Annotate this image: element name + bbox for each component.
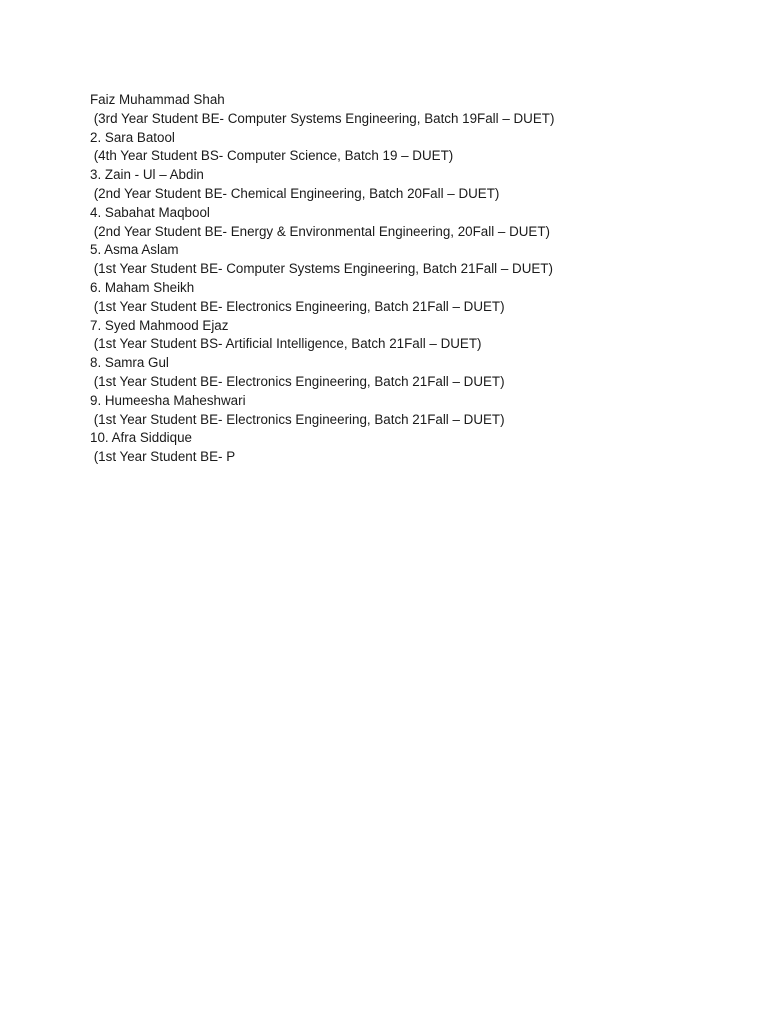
student-detail-10: (1st Year Student BE- P	[90, 449, 236, 465]
student-name-2: 2. Sara Batool	[90, 129, 175, 145]
student-name-8: 8. Samra Gul	[90, 355, 169, 371]
student-name-5: 5. Asma Aslam	[90, 242, 179, 258]
document-page	[90, 91, 730, 467]
student-detail-7: (1st Year Student BS- Artificial Intelligence, Batch 21Fall – DUET)	[90, 336, 482, 352]
student-detail-5: (1st Year Student BE- Computer Systems Engineering, Batch 21Fall – DUET)	[90, 261, 553, 277]
student-detail-6: (1st Year Student BE- Electronics Engineering, Batch 21Fall – DUET)	[90, 298, 505, 314]
student-name-6: 6. Maham Sheikh	[90, 279, 195, 295]
student-name-4: 4. Sabahat Maqbool	[90, 204, 210, 220]
student-detail-8: (1st Year Student BE- Electronics Engineering, Batch 21Fall – DUET)	[90, 373, 505, 389]
student-detail-3: (2nd Year Student BE- Chemical Engineering, Batch 20Fall – DUET)	[90, 185, 500, 201]
student-name-9: 9. Humeesha Maheshwari	[90, 392, 246, 408]
student-name-10: 10. Afra Siddique	[90, 430, 192, 446]
student-name-7: 7. Syed Mahmood Ejaz	[90, 317, 229, 333]
student-name-3: 3. Zain - Ul – Abdin	[90, 167, 204, 183]
student-name-1: Faiz Muhammad Shah	[90, 92, 225, 107]
student-detail-4: (2nd Year Student BE- Energy & Environmental Engineering, 20Fall – DUET)	[90, 223, 550, 239]
student-detail-9: (1st Year Student BE- Electronics Engineering, Batch 21Fall – DUET)	[90, 411, 505, 427]
student-detail-1: (3rd Year Student BE- Computer Systems Engineering, Batch 19Fall – DUET)	[90, 110, 555, 126]
student-detail-2: (4th Year Student BS- Computer Science, Batch 19 – DUET)	[90, 148, 454, 164]
